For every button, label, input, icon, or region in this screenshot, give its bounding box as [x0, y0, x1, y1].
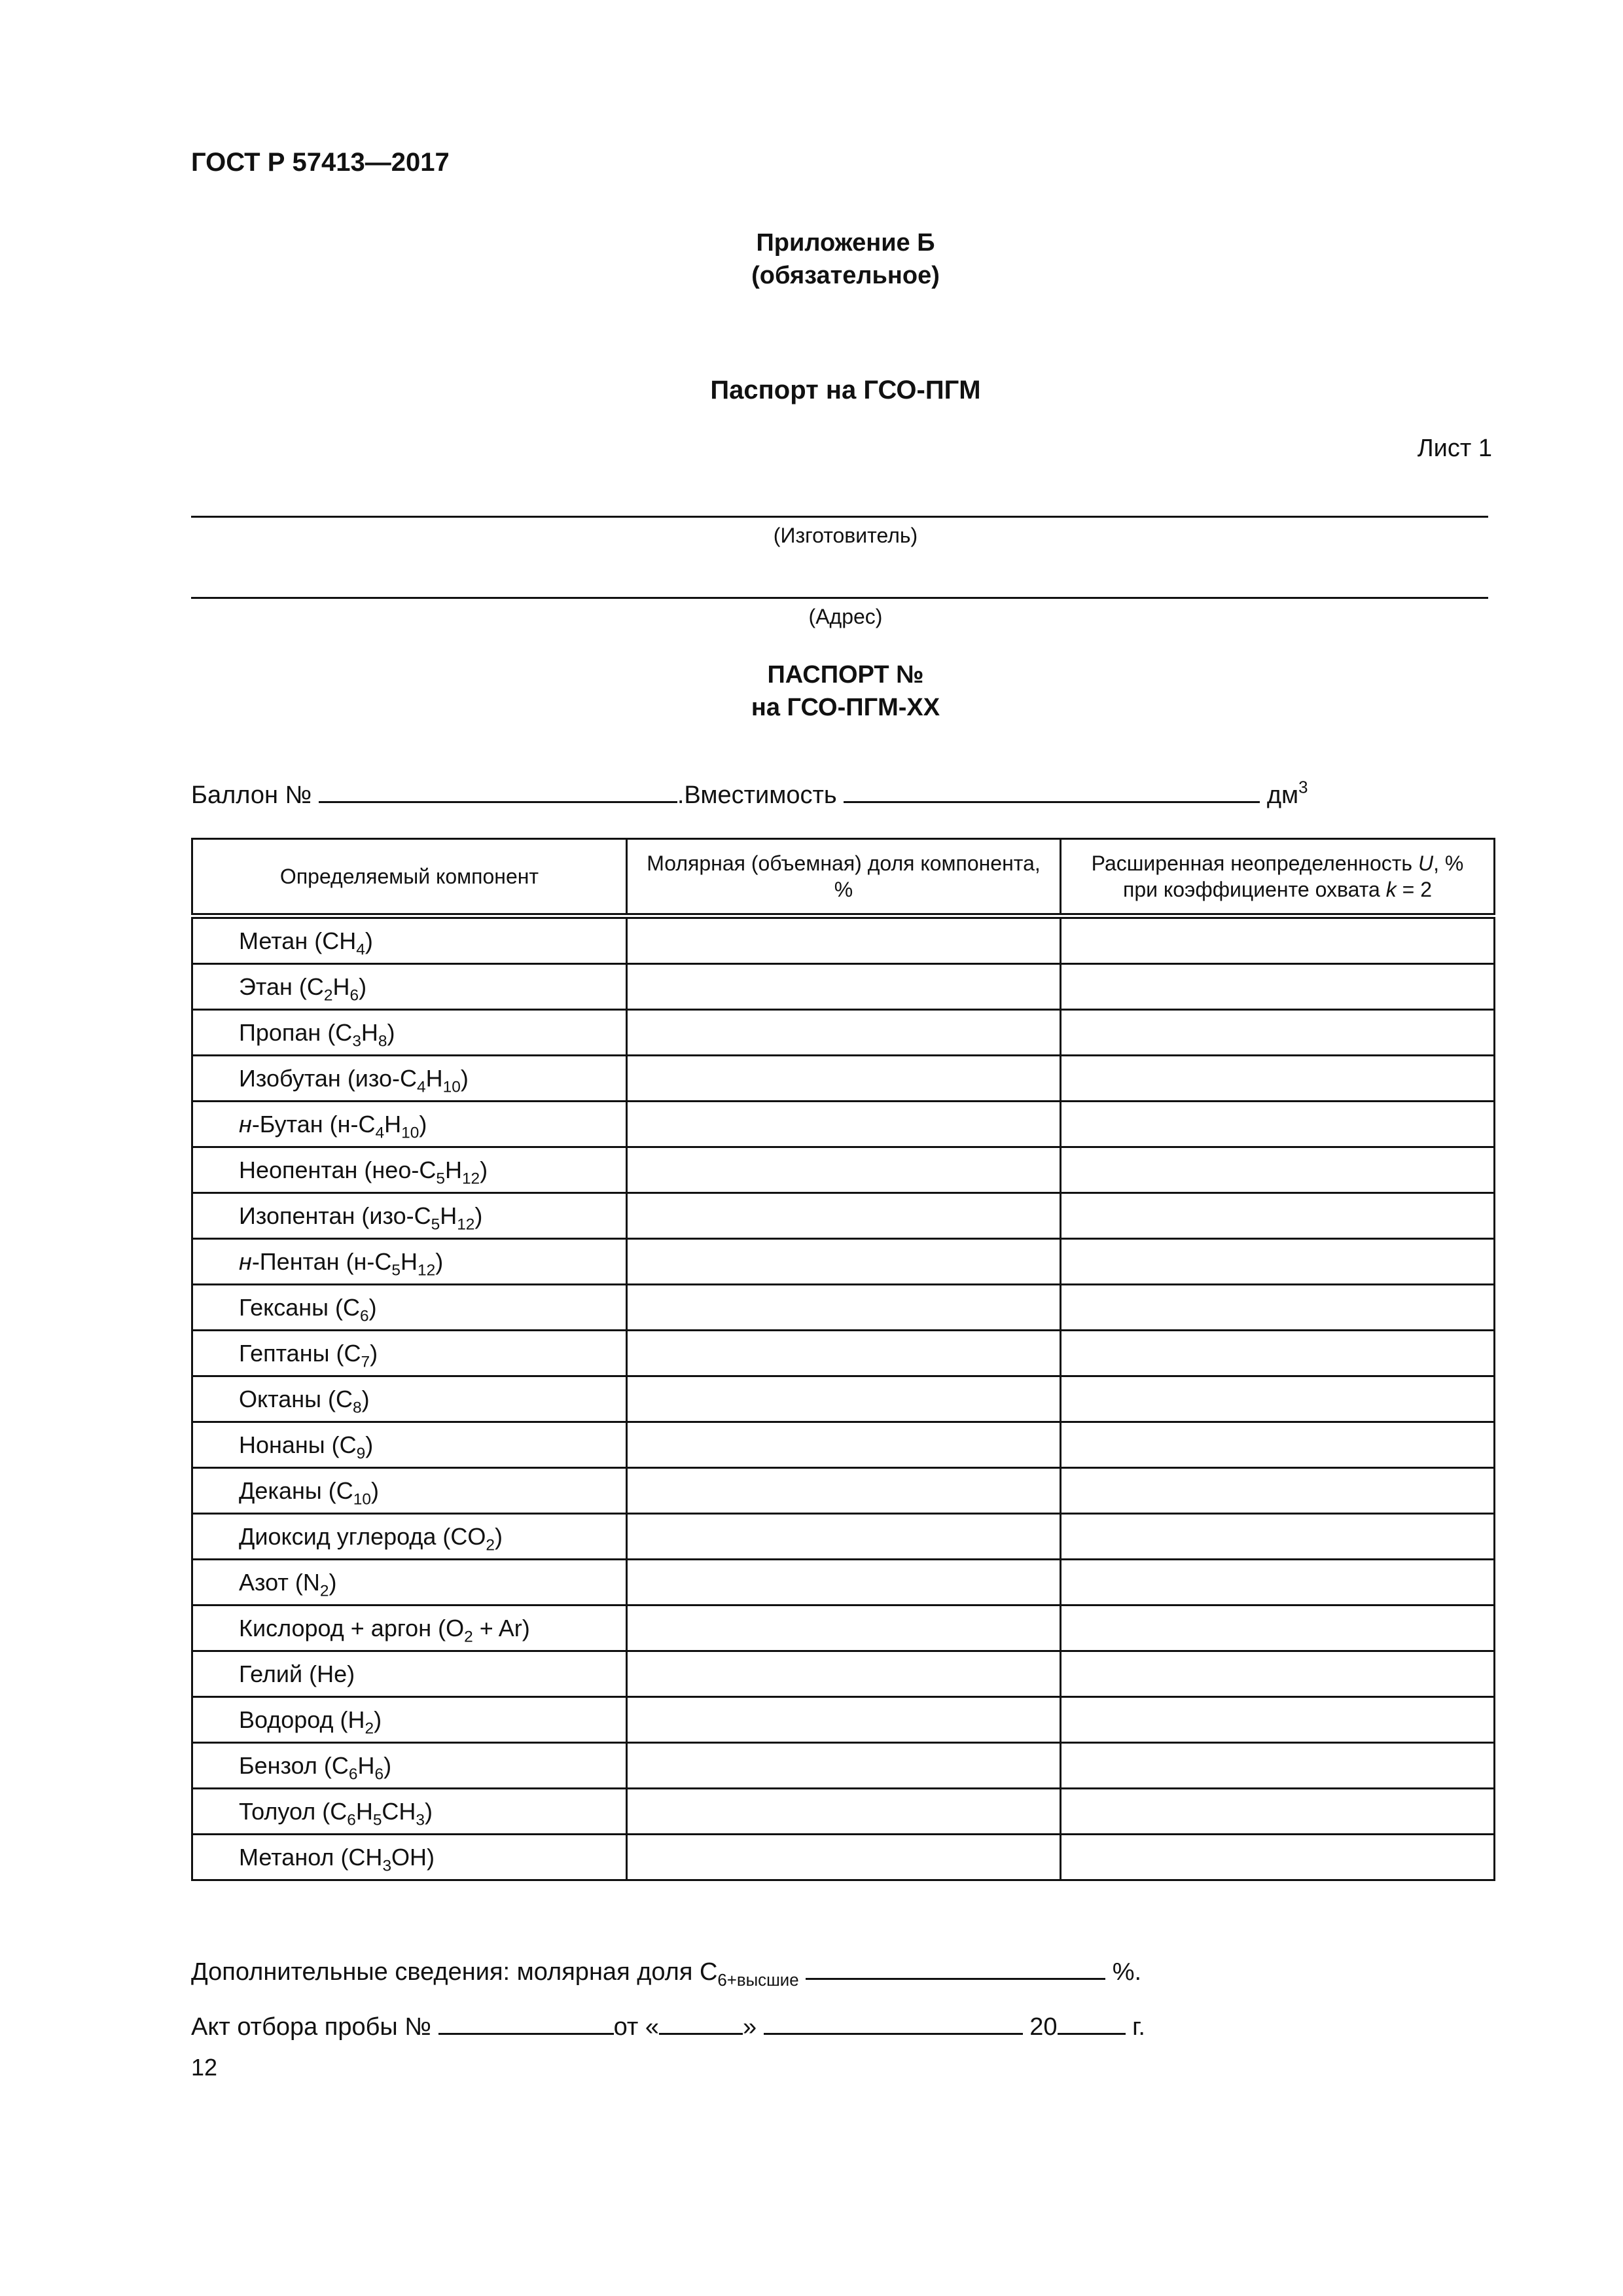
uncertainty-cell[interactable]: [1061, 1697, 1495, 1743]
sampling-act-label: Акт отбора пробы №: [191, 2013, 432, 2041]
additional-info-suffix: %.: [1112, 1958, 1142, 1986]
component-name-cell: [192, 1651, 627, 1697]
sampling-act-number-field[interactable]: [438, 2011, 614, 2035]
component-name-cell: [192, 1605, 627, 1651]
table-row: [192, 1743, 1495, 1789]
table-row: [192, 1376, 1495, 1422]
component-name-cell: [192, 1422, 627, 1468]
uncertainty-cell[interactable]: [1061, 1789, 1495, 1835]
component-name-cell: [192, 1056, 627, 1102]
table-row: [192, 1835, 1495, 1880]
table-row: [192, 1056, 1495, 1102]
component-name-cell: [192, 1835, 627, 1880]
component-name-cell: [192, 1102, 627, 1147]
component-name: н-Бутан $(н-C_4H_{10})$: [239, 1110, 427, 1142]
component-name-cell: [192, 1147, 627, 1193]
molar-fraction-cell[interactable]: [627, 1239, 1061, 1285]
sampling-act-from: от «: [613, 2013, 659, 2041]
molar-fraction-cell[interactable]: [627, 1331, 1061, 1376]
molar-fraction-cell[interactable]: [627, 1193, 1061, 1239]
manufacturer-caption: (Изготовитель): [773, 524, 918, 547]
uncertainty-cell[interactable]: [1061, 1056, 1495, 1102]
molar-fraction-cell[interactable]: [627, 1468, 1061, 1514]
uncertainty-cell[interactable]: [1061, 916, 1495, 964]
component-name-cell: [192, 1468, 627, 1514]
table-row: [192, 1193, 1495, 1239]
sampling-act-year-suffix: г.: [1132, 2013, 1145, 2041]
cylinder-capacity-line: [191, 779, 1308, 810]
uncertainty-cell[interactable]: [1061, 1422, 1495, 1468]
component-name: Кислород + аргон $(O_2 + Ar)$: [239, 1614, 530, 1646]
passport-for-label: на ГСО-ПГМ-ХХ: [751, 694, 940, 721]
header-molar-fraction: [627, 839, 1061, 916]
component-name: Водород $(H_2)$: [239, 1706, 382, 1738]
table-row: [192, 1285, 1495, 1331]
header-component: [192, 839, 627, 916]
capacity-label: .Вместимость: [677, 781, 837, 809]
table-row: [192, 1560, 1495, 1605]
component-name: Толуол $(C_6H_5CH_3)$: [239, 1797, 433, 1829]
table-row: [192, 1147, 1495, 1193]
page-number: 12: [191, 2054, 218, 2081]
table-row: [192, 1331, 1495, 1376]
molar-fraction-cell[interactable]: [627, 1651, 1061, 1697]
header-uncertainty-text: Расширенная неопределенность U, % при коэффициенте охвата k = 2: [1091, 852, 1464, 901]
molar-fraction-cell[interactable]: [627, 1285, 1061, 1331]
molar-fraction-cell[interactable]: [627, 1147, 1061, 1193]
components-table: [191, 838, 1495, 1881]
uncertainty-cell[interactable]: [1061, 1514, 1495, 1560]
table-row: [192, 916, 1495, 964]
appendix-label: Приложение Б: [756, 229, 935, 257]
molar-fraction-cell[interactable]: [627, 916, 1061, 964]
capacity-unit: [1266, 778, 1308, 809]
molar-fraction-cell[interactable]: [627, 1376, 1061, 1422]
component-name: н-Пентан $(н-C_5H_{12})$: [239, 1247, 444, 1280]
component-name-cell: [192, 1285, 627, 1331]
component-name-cell: [192, 1010, 627, 1056]
table-header-row: [192, 839, 1495, 916]
header-component-text: Определяемый компонент: [279, 865, 539, 888]
sampling-act-month-field[interactable]: [764, 2011, 1023, 2035]
uncertainty-cell[interactable]: [1061, 964, 1495, 1010]
sampling-act-year-prefix: 20: [1029, 2013, 1058, 2041]
uncertainty-cell[interactable]: [1061, 1651, 1495, 1697]
table-row: [192, 1010, 1495, 1056]
cylinder-label: Баллон №: [191, 781, 312, 809]
table-row: [192, 1102, 1495, 1147]
molar-fraction-cell[interactable]: [627, 1056, 1061, 1102]
component-name-cell: [192, 964, 627, 1010]
capacity-unit-text: дм: [1266, 781, 1299, 809]
component-name: Метан $(CH_4)$: [239, 927, 373, 959]
component-name-cell: [192, 1376, 627, 1422]
component-name: Неопентан $(нео-C_5H_{12})$: [239, 1156, 488, 1188]
capacity-field[interactable]: [844, 779, 1260, 803]
molar-fraction-cell[interactable]: [627, 1560, 1061, 1605]
table-row: [192, 1468, 1495, 1514]
additional-info-label: [191, 1958, 799, 1990]
address-line[interactable]: [191, 597, 1488, 599]
component-name-cell: [192, 1560, 627, 1605]
uncertainty-cell[interactable]: [1061, 1835, 1495, 1880]
uncertainty-cell[interactable]: [1061, 1147, 1495, 1193]
uncertainty-cell[interactable]: [1061, 1285, 1495, 1331]
uncertainty-cell[interactable]: [1061, 1376, 1495, 1422]
component-name: Азот $(N_2)$: [239, 1568, 337, 1600]
uncertainty-cell[interactable]: [1061, 1010, 1495, 1056]
manufacturer-line[interactable]: [191, 516, 1488, 518]
header-uncertainty: [1061, 839, 1495, 916]
uncertainty-cell[interactable]: [1061, 1102, 1495, 1147]
uncertainty-cell[interactable]: [1061, 1560, 1495, 1605]
component-name: Бензол $(C_6H_6)$: [239, 1751, 392, 1784]
table-row: [192, 1514, 1495, 1560]
component-name: Деканы $(C_{10})$: [239, 1477, 379, 1509]
uncertainty-cell[interactable]: [1061, 1331, 1495, 1376]
component-name-cell: [192, 1514, 627, 1560]
component-name: Октаны $(C_8)$: [239, 1385, 370, 1417]
molar-fraction-cell[interactable]: [627, 1010, 1061, 1056]
table-row: [192, 964, 1495, 1010]
component-name: Изобутан $(изо-C_4H_{10})$: [239, 1064, 469, 1096]
uncertainty-cell[interactable]: [1061, 1468, 1495, 1514]
passport-title: Паспорт на ГСО-ПГМ: [710, 376, 981, 404]
table-row: [192, 1651, 1495, 1697]
sampling-act-day-field[interactable]: [659, 2011, 743, 2035]
passport-number-heading: [191, 658, 1500, 724]
additional-info-field[interactable]: [806, 1956, 1105, 1980]
table-row: [192, 1605, 1495, 1651]
capacity-unit-power: 3: [1298, 778, 1308, 797]
address-caption: (Адрес): [808, 605, 883, 628]
sampling-act-quote-close: »: [743, 2013, 757, 2041]
uncertainty-cell[interactable]: [1061, 1743, 1495, 1789]
component-name: Изопентан $(изо-C_5H_{12})$: [239, 1202, 483, 1234]
component-name: Метанол $(CH_3OH)$: [239, 1843, 435, 1875]
molar-fraction-cell[interactable]: [627, 1422, 1061, 1468]
component-name: Гелий (He): [239, 1660, 355, 1687]
component-name-cell: [192, 1743, 627, 1789]
appendix-heading: [191, 226, 1500, 292]
passport-number-label: ПАСПОРТ №: [767, 661, 924, 689]
table-row: [192, 1422, 1495, 1468]
component-name-cell: [192, 1331, 627, 1376]
component-name: Пропан $(C_3H_8)$: [239, 1018, 395, 1050]
component-name-cell: [192, 1697, 627, 1743]
component-name-cell: [192, 1239, 627, 1285]
sampling-act-year-field[interactable]: [1058, 2011, 1126, 2035]
component-name: Этан $(C_2H_6)$: [239, 973, 367, 1005]
component-name-cell: [192, 916, 627, 964]
additional-info-subscript: 6+высшие: [717, 1971, 799, 1990]
additional-info-line: [191, 1956, 1142, 1990]
header-molar-fraction-text: Молярная (объемная) доля компонента, %: [647, 852, 1041, 901]
uncertainty-cell[interactable]: [1061, 1193, 1495, 1239]
component-name: Гептаны $(C_7)$: [239, 1339, 378, 1371]
component-name-cell: [192, 1789, 627, 1835]
appendix-status: (обязательное): [751, 262, 940, 289]
molar-fraction-cell[interactable]: [627, 964, 1061, 1010]
component-name: Нонаны $(C_9)$: [239, 1431, 374, 1463]
cylinder-number-field[interactable]: [319, 779, 677, 803]
molar-fraction-cell[interactable]: [627, 1789, 1061, 1835]
uncertainty-cell[interactable]: [1061, 1605, 1495, 1651]
molar-fraction-cell[interactable]: [627, 1697, 1061, 1743]
component-name: Диоксид углерода $(CO_2)$: [239, 1522, 503, 1554]
standard-designation: ГОСТ Р 57413—2017: [191, 148, 450, 177]
molar-fraction-cell[interactable]: [627, 1743, 1061, 1789]
table-row: [192, 1697, 1495, 1743]
uncertainty-cell[interactable]: [1061, 1239, 1495, 1285]
additional-info-prefix: Дополнительные сведения: молярная доля C: [191, 1958, 718, 1986]
molar-fraction-cell[interactable]: [627, 1514, 1061, 1560]
component-name: Гексаны $(C_6)$: [239, 1293, 377, 1325]
table-row: [192, 1239, 1495, 1285]
molar-fraction-cell[interactable]: [627, 1605, 1061, 1651]
molar-fraction-cell[interactable]: [627, 1102, 1061, 1147]
molar-fraction-cell[interactable]: [627, 1835, 1061, 1880]
sheet-number: Лист 1: [1417, 435, 1492, 462]
component-name-cell: [192, 1193, 627, 1239]
table-row: [192, 1789, 1495, 1835]
sampling-act-line: [191, 2011, 1145, 2041]
